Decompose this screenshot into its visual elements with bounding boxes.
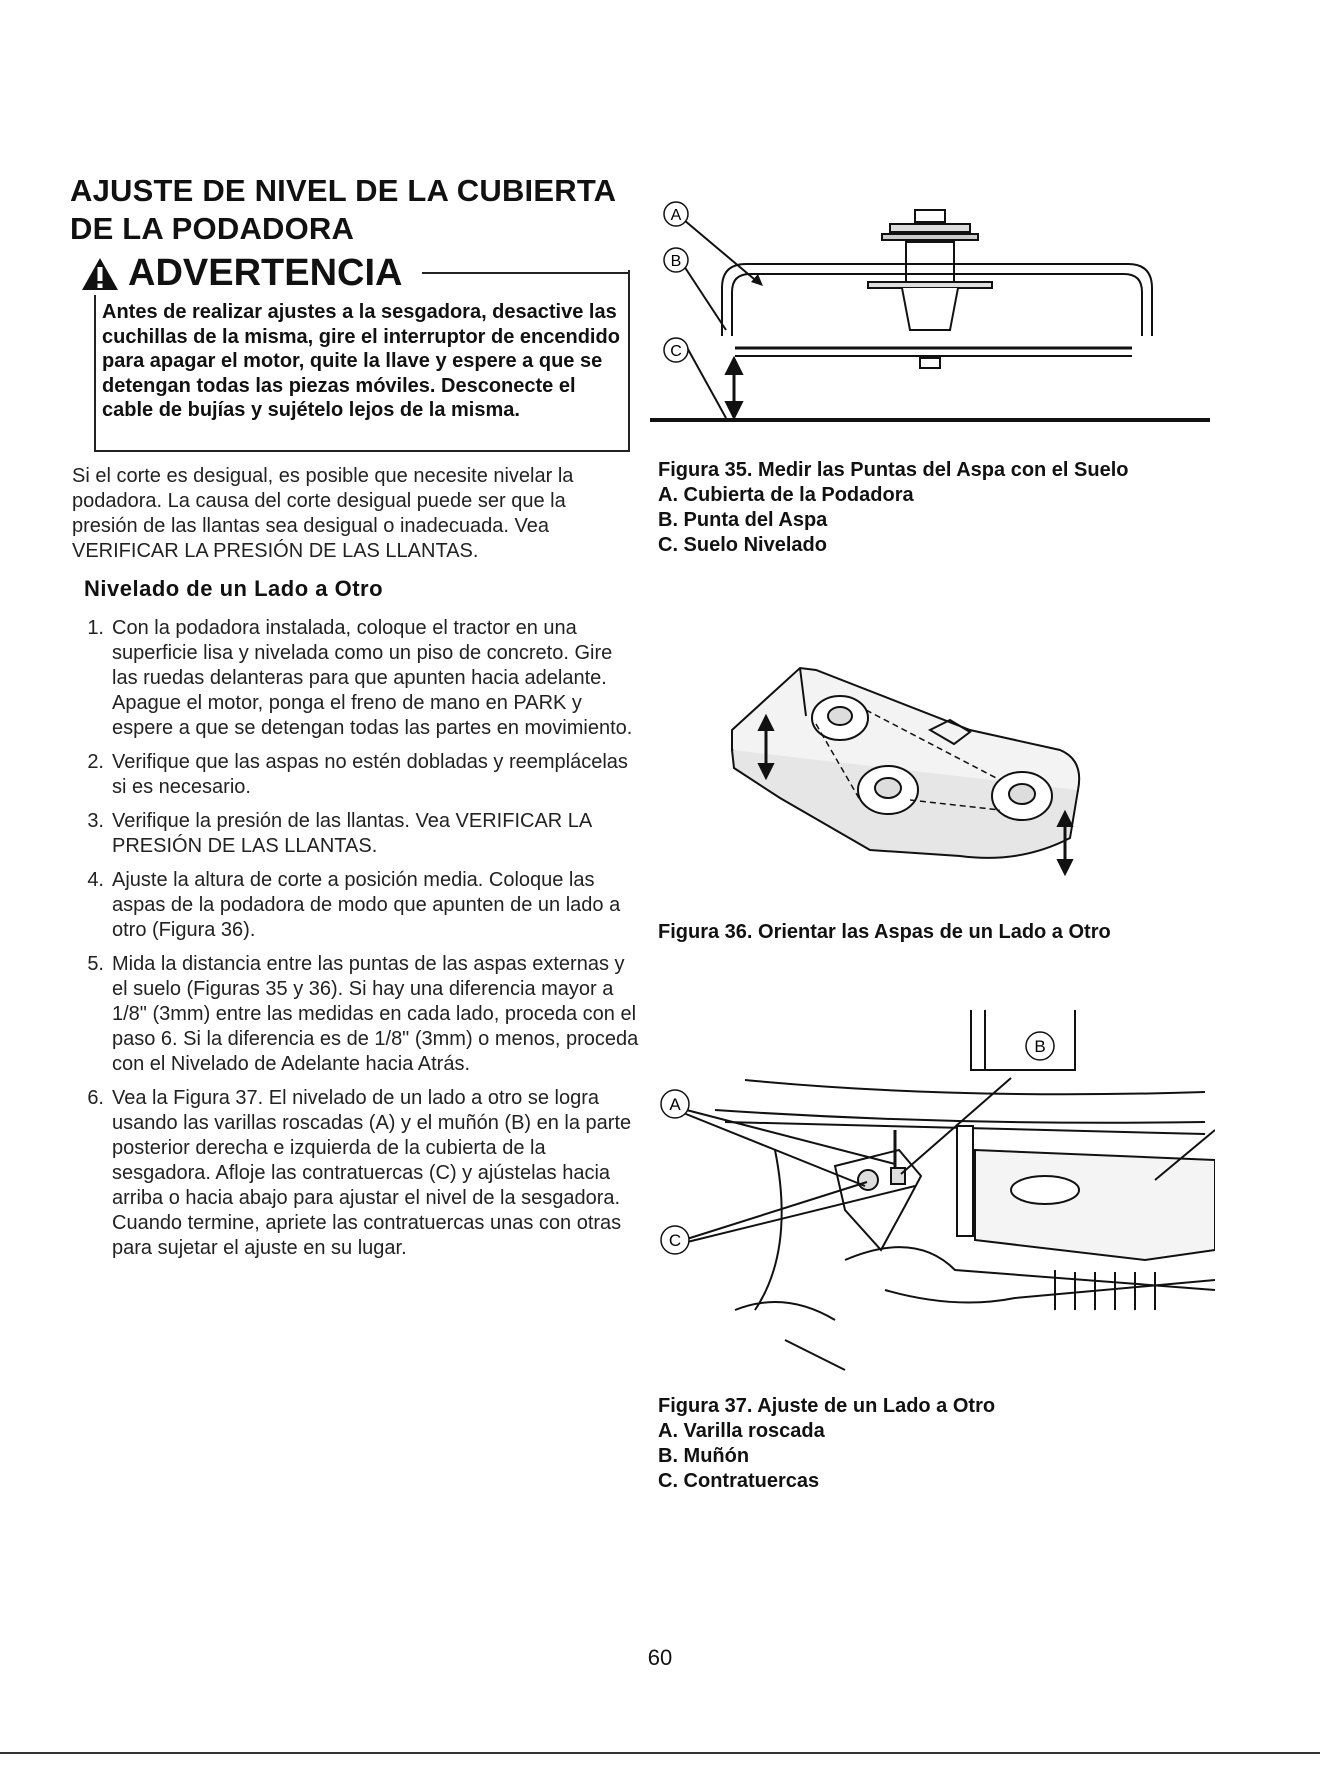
list-item xyxy=(72,952,640,1077)
callout-b-label: B xyxy=(670,253,682,270)
warning-text: Antes de realizar ajustes a la sesgadora, desactive las cuchillas de la misma, gire el interruptor de encendido para apagar el motor, quite la llave y espere a que se detengan todas las piezas móviles. Desconecte el cable de bujías y sujételo lejos de la misma. xyxy=(102,301,620,421)
step-text: Mida la distancia entre las puntas de las aspas externas y el suelo (Figuras 35 y 36). Si hay una diferencia mayor a 1/8" (3mm) entre las medidas en cada lado, proceda con el paso 6. Si la diferencia es de 1/8" (3mm) o menos, proceda con el Nivelado de Adelante hacia Atrás. xyxy=(112,953,639,1075)
figure-37-illustration xyxy=(655,1010,1215,1400)
figure-37-callout-a xyxy=(661,1090,689,1118)
figure-37-caption xyxy=(658,1394,1298,1494)
figure-35-caption xyxy=(658,458,1298,558)
warning-title xyxy=(80,252,408,295)
step-number: 4. xyxy=(87,869,104,891)
step-number: 3. xyxy=(87,810,104,832)
intro-paragraph: Si el corte es desigual, es posible que necesite nivelar la podadora. La causa del corte desigual puede ser que la presión de las llantas sea desigual o inadecuada. Vea VERIFICAR LA PRESIÓN DE LAS LLANTAS. xyxy=(72,465,574,562)
figure-35-callout-c xyxy=(664,338,688,362)
section-heading-line-1: AJUSTE DE NIVEL DE LA CUBIERTA xyxy=(70,173,617,208)
figure-37-legend-b: B. Muñón xyxy=(658,1445,750,1467)
step-text: Verifique la presión de las llantas. Vea VERIFICAR LA PRESIÓN DE LAS LLANTAS. xyxy=(112,810,592,857)
section-heading-line-2: DE LA PODADORA xyxy=(70,211,355,246)
step-text: Ajuste la altura de corte a posición media. Coloque las aspas de la podadora de modo que apunten de un lado a otro (Figura 36). xyxy=(112,869,621,941)
list-item xyxy=(72,809,640,859)
figure-35-legend-b: B. Punta del Aspa xyxy=(658,509,828,531)
figure-35-callout-b xyxy=(664,248,688,272)
warning-box-top-rule xyxy=(422,272,628,274)
figure-37-legend-a: A. Varilla roscada xyxy=(658,1420,825,1442)
figure-35-callout-a xyxy=(664,202,688,226)
step-number: 6. xyxy=(87,1087,104,1109)
step-number: 1. xyxy=(87,617,104,639)
step-number: 5. xyxy=(87,953,104,975)
figure-35-legend-a: A. Cubierta de la Podadora xyxy=(658,484,914,506)
figure-37-callout-c xyxy=(661,1226,689,1254)
list-item xyxy=(72,750,640,800)
list-item xyxy=(72,616,640,741)
steps-list xyxy=(72,616,640,1270)
subheading: Nivelado de un Lado a Otro xyxy=(84,576,384,601)
figure-36-caption: Figura 36. Orientar las Aspas de un Lado a Otro xyxy=(658,921,1111,943)
figure-35-legend-c: C. Suelo Nivelado xyxy=(658,534,827,556)
callout-a-label: A xyxy=(670,207,682,224)
step-text: Con la podadora instalada, coloque el tractor en una superficie lisa y nivelada como un piso de concreto. Gire las ruedas delanteras para que apunten hacia adelante. Apague el motor, ponga el freno de mano en PARK y espere a que se detengan todas las partes en movimiento. xyxy=(112,617,633,739)
page-number: 60 xyxy=(647,1645,673,1670)
bottom-rule xyxy=(0,1752,1320,1754)
figure-35-title: Figura 35. Medir las Puntas del Aspa con el Suelo xyxy=(658,459,1129,481)
figure-36-illustration xyxy=(720,660,1090,910)
figure-37-title: Figura 37. Ajuste de un Lado a Otro xyxy=(658,1395,996,1417)
list-item xyxy=(72,1086,640,1261)
callout-b-label: B xyxy=(1034,1037,1046,1056)
warning-title-text: ADVERTENCIA xyxy=(128,252,403,294)
callout-c-label: C xyxy=(670,343,682,360)
step-text: Verifique que las aspas no estén dobladas y reemplácelas si es necesario. xyxy=(112,751,628,798)
list-item xyxy=(72,868,640,943)
figure-37-callout-b xyxy=(1026,1032,1054,1060)
callout-c-label: C xyxy=(668,1231,682,1250)
callout-a-label: A xyxy=(669,1095,681,1114)
figure-37-legend-c: C. Contratuercas xyxy=(658,1470,820,1492)
step-number: 2. xyxy=(87,751,104,773)
figure-35-illustration xyxy=(650,200,1210,435)
section-heading xyxy=(70,172,670,248)
step-text: Vea la Figura 37. El nivelado de un lado a otro se logra usando las varillas roscadas (A) y el muñón (B) en la parte posterior derecha e izquierda de la cubierta de la sesgadora. Afloje las contratuercas (C) y ajústelas hacia arriba o hacia abajo para ajustar el nivel de la sesgadora. Cuando termine, apriete las contratuercas unas con otras para sujetar el ajuste en su lugar. xyxy=(112,1087,632,1259)
warning-triangle-icon xyxy=(80,256,120,292)
